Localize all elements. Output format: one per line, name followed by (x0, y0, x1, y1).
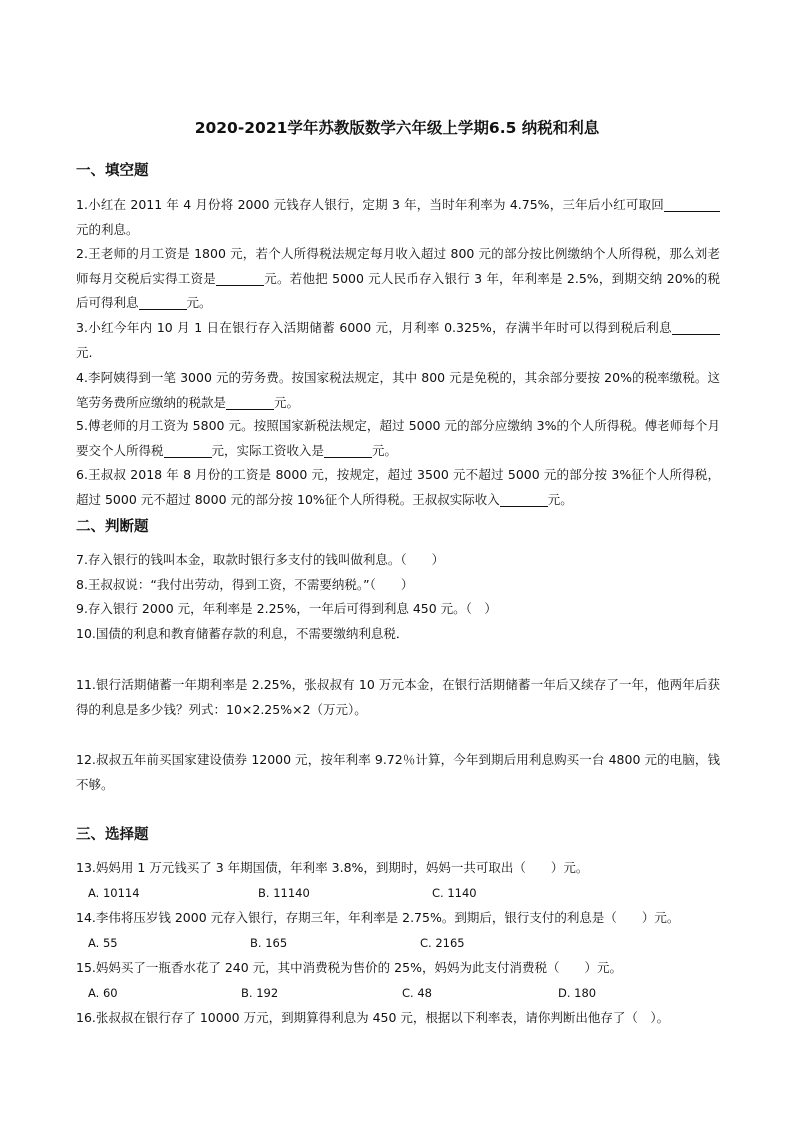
section-heading-judge: 二、判断题 (76, 519, 149, 535)
question-15-options (88, 982, 708, 1004)
option-b[interactable]: B. 165 (250, 936, 288, 950)
question-text: 元。 (186, 295, 212, 310)
option-a[interactable]: A. 60 (88, 986, 118, 1000)
answer-blank[interactable] (216, 269, 264, 286)
answer-blank[interactable] (226, 393, 274, 410)
question-text: 元。 (274, 394, 300, 410)
option-c[interactable]: C. 2165 (420, 936, 465, 950)
question-2 (76, 242, 720, 316)
question-4 (76, 366, 720, 415)
question-16: 16.张叔叔在银行存了 10000 万元，到期算得利息为 450 元，根据以下利率表，请你判断出他存了（ ）。 (76, 1010, 670, 1025)
question-3 (76, 316, 720, 365)
option-b[interactable]: B. 192 (241, 986, 279, 1000)
option-c[interactable]: C. 1140 (432, 886, 477, 900)
question-13: 13.妈妈用 1 万元钱买了 3 年期国债，年利率 3.8%，到期时，妈妈一共可取出（ ）元。 (76, 860, 589, 875)
question-11: 11.银行活期储蓄一年期利率是 2.25%，张叔叔有 10 万元本金，在银行活期储蓄一年后又续存了一年，他两年后获得的利息是多少钱？列式：10×2.25%×2（万元）。 (76, 677, 720, 717)
question-6 (76, 463, 720, 512)
question-14-options (88, 932, 708, 954)
option-d[interactable]: D. 180 (558, 986, 597, 1000)
answer-blank[interactable] (164, 441, 212, 458)
question-8: 8.王叔叔说：“我付出劳动，得到工资，不需要纳税。”（ ） (76, 577, 414, 592)
question-10: 10.国债的利息和教育储蓄存款的利息，不需要缴纳利息税． (76, 626, 409, 641)
question-text: 4.李阿姨得到一笔 3000 元的劳务费。按国家税法规定，其中 800 元是免税的，其余部分要按 20%的税率缴税。这笔劳务费所应缴纳的税款是 (76, 370, 720, 410)
question-9: 9.存入银行 2000 元，年利率是 2.25%，一年后可得到利息 450 元。（ ） (76, 601, 497, 616)
option-c[interactable]: C. 48 (402, 986, 432, 1000)
question-text: 2.王老师的月工资是 1800 元，若个人所得税法规定每月收入超过 800 元的部分按比例缴纳个人所得税，那么刘老师每月交税后实得工资是 (76, 246, 720, 286)
question-text: 元。 (547, 491, 573, 507)
question-14: 14.李伟将压岁钱 2000 元存入银行，存期三年，年利率是 2.75%。到期后，银行支付的利息是（ ）元。 (76, 910, 680, 925)
question-7: 7.存入银行的钱叫本金，取款时银行多支付的钱叫做利息。（ ） (76, 552, 445, 567)
page-title: 2020-2021学年苏教版数学六年级上学期6.5 纳税和利息 (194, 119, 600, 137)
question-text: 1.小红在 2011 年 4 月份将 2000 元钱存人银行，定期 3 年，当时年利率为 4.75%，三年后小红可取回 (76, 197, 664, 212)
question-text: 元。 (372, 442, 398, 458)
option-a[interactable]: A. 10114 (88, 886, 140, 900)
question-15: 15.妈妈买了一瓶香水花了 240 元，其中消费税为售价的 25%，妈妈为此支付消费税（ ）元。 (76, 960, 622, 975)
question-13-options (88, 882, 708, 904)
answer-blank[interactable] (139, 293, 187, 310)
answer-blank[interactable] (500, 490, 548, 507)
question-1 (76, 193, 720, 242)
section-heading-fill: 一、填空题 (76, 163, 149, 179)
question-text: 3.小红今年内 10 月 1 日在银行存入活期储蓄 6000 元，月利率 0.325%，存满半年时可以得到税后利息 (76, 320, 672, 335)
answer-blank[interactable] (672, 318, 720, 335)
section-heading-choice: 三、选择题 (76, 827, 149, 843)
option-a[interactable]: A. 55 (88, 936, 118, 950)
question-text: 元。若他把 5000 元人民币存入银行 3 年，年利率是 2.5%，到期交纳 20%的税后可得利息 (76, 270, 720, 310)
option-b[interactable]: B. 11140 (258, 886, 310, 900)
question-text: 5.傅老师的月工资为 5800 元。按照国家新税法规定，超过 5000 元的部分应缴纳 3%的个人所得税。傅老师每个月要交个人所得税 (76, 418, 720, 458)
answer-blank[interactable] (664, 195, 720, 212)
question-12: 12.叔叔五年前买国家建设债券 12000 元，按年利率 9.72％计算，今年到期后用利息购买一台 4800 元的电脑，钱不够。 (76, 752, 720, 792)
question-text: 元的利息。 (76, 221, 139, 237)
question-text: 元. (76, 344, 93, 360)
question-5 (76, 414, 720, 463)
answer-blank[interactable] (324, 441, 372, 458)
question-text: 元，实际工资收入是 (211, 442, 325, 458)
question-text: 6.王叔叔 2018 年 8 月份的工资是 8000 元，按规定，超过 3500 元不超过 5000 元的部分按 3%征个人所得税，超过 5000 元不超过 8000 元的部分按 10%征个人所得税。王叔叔实际收入 (76, 467, 720, 507)
